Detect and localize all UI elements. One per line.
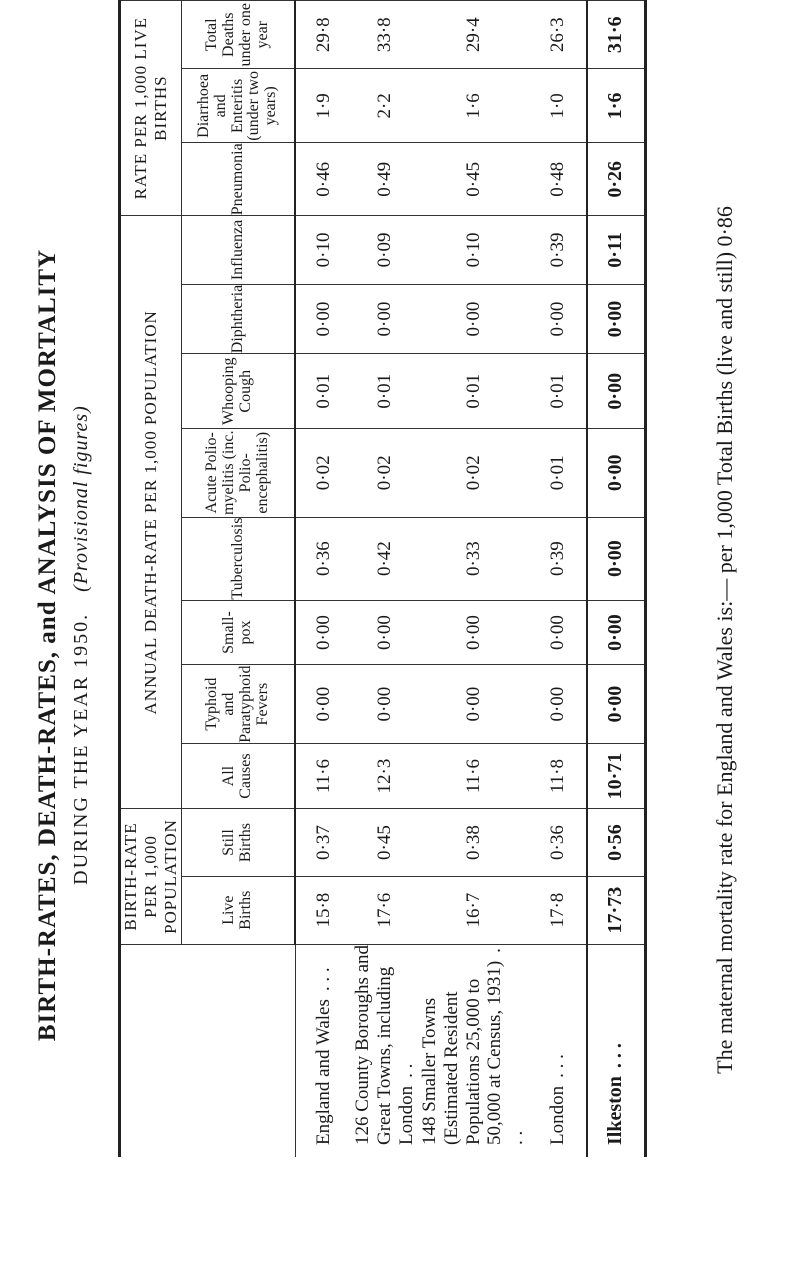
cell-value: 0·00 [530,284,587,354]
leader-dots: . . . [546,1054,568,1078]
cell-value: 15·8 [295,876,352,944]
cell-value: 0·37 [295,809,352,876]
leader-dots: . . . [484,948,528,1145]
col-header: Small-pox [182,600,296,665]
table-row [587,1,646,1158]
cell-value: 0·00 [587,600,646,665]
col-header: Influenza [182,216,296,284]
cell-value: 0·01 [418,354,530,429]
col-header: Diarrhoea and Enteritis (under two years) [182,69,296,143]
cell-value: 0·48 [530,143,587,216]
col-header: Diphtheria [182,284,296,354]
table-row [530,1,587,1158]
col-header: Total Deaths under one year [182,1,296,69]
row-label-text: Ilkeston [604,1076,627,1145]
table-row [418,1,530,1158]
cell-value: 33·8 [352,1,418,69]
row-label [295,944,352,1157]
cell-value: 0·45 [418,143,530,216]
col-header: Acute Polio-myelitis (inc. Polio-encephalitis) [182,428,296,517]
cell-value: 0·10 [295,216,352,284]
cell-value: 0·00 [587,284,646,354]
cell-value: 10·71 [587,743,646,809]
row-label-text: London [546,1085,568,1145]
cell-value: 26·3 [530,1,587,69]
table-row [352,1,418,1158]
maternal-mortality-footnote: The maternal mortality rate for England and Wales is:— per 1,000 Total Births (live and still) 0·86 [712,206,737,1074]
cell-value: 11·6 [295,743,352,809]
cell-value: 1·9 [295,69,352,143]
table-row [295,1,352,1158]
row-label [587,944,646,1157]
cell-value: 0·00 [587,428,646,517]
cell-value: 0·00 [295,665,352,743]
group-death-rate: ANNUAL DEATH-RATE PER 1,000 POPULATION [120,216,182,809]
cell-value: 1·6 [587,69,646,143]
cell-value: 0·00 [352,665,418,743]
cell-value: 17·6 [352,876,418,944]
cell-value: 0·00 [295,600,352,665]
cell-value: 0·00 [352,600,418,665]
cell-value: 0·02 [418,428,530,517]
cell-value: 0·00 [418,600,530,665]
row-label-text: England and Wales [312,999,334,1145]
cell-value: 0·38 [418,809,530,876]
cell-value: 0·00 [418,284,530,354]
row-label-text: 126 County Boroughs and Great Towns, including London [352,944,417,1145]
cell-value: 0·42 [352,517,418,600]
cell-value: 0·39 [530,216,587,284]
cell-value: 29·4 [418,1,530,69]
col-header: Whooping Cough [182,354,296,429]
row-label [530,944,587,1157]
col-header: Typhoid and Paratyphoid Fevers [182,665,296,743]
table-body [295,1,645,1158]
col-header: Still Births [182,809,296,876]
page-title: BIRTH-RATES, DEATH-RATES, and ANALYSIS OF MORTALITY [34,248,61,1042]
cell-value: 0·01 [352,354,418,429]
cell-value: 0·01 [530,354,587,429]
group-live-births-rate: RATE PER 1,000 LIVE BIRTHS [120,1,182,216]
cell-value: 0·01 [530,428,587,517]
col-header: Tuberculosis [182,517,296,600]
cell-value: 0·45 [352,809,418,876]
cell-value: 0·10 [418,216,530,284]
cell-value: 0·00 [295,284,352,354]
cell-value: 0·02 [295,428,352,517]
cell-value: 0·01 [295,354,352,429]
col-header: Pneumonia [182,143,296,216]
leader-dots: . . [395,1063,417,1078]
cell-value: 0·00 [530,600,587,665]
row-label [352,944,418,1157]
row-label [418,944,530,1157]
cell-value: 0·00 [587,517,646,600]
cell-value: 16·7 [418,876,530,944]
row-label-text: 148 Smaller Towns (Estimated Resident Populations 25,000 to 50,000 at Census, 1931) [418,960,506,1145]
cell-value: 0·00 [587,354,646,429]
cell-value: 0·36 [295,517,352,600]
leader-dots: . . . [312,967,334,992]
cell-value: 31·6 [587,1,646,69]
cell-value: 17·73 [587,876,646,944]
cell-value: 1·0 [530,69,587,143]
cell-value: 0·09 [352,216,418,284]
leader-dots: . . . [604,1043,627,1069]
cell-value: 17·8 [530,876,587,944]
cell-value: 0·00 [418,665,530,743]
cell-value: 0·00 [352,284,418,354]
col-header: Live Births [182,876,296,944]
cell-value: 12·3 [352,743,418,809]
cell-value: 0·33 [418,517,530,600]
cell-value: 11·6 [418,743,530,809]
cell-value: 0·00 [530,665,587,743]
cell-value: 0·02 [352,428,418,517]
row-label-header [120,944,296,1157]
page-subtitle [70,45,93,1245]
cell-value: 1·6 [418,69,530,143]
cell-value: 0·49 [352,143,418,216]
mortality-table [118,0,647,1157]
cell-value: 0·00 [587,665,646,743]
group-birth-rate: BIRTH-RATE PER 1,000 POPULATION [120,809,182,944]
cell-value: 2·2 [352,69,418,143]
col-header: All Causes [182,743,296,809]
cell-value: 0·11 [587,216,646,284]
cell-value: 0·36 [530,809,587,876]
subtitle-text: DURING THE YEAR 1950. [70,612,92,885]
cell-value: 0·39 [530,517,587,600]
subtitle-note: (Provisional figures) [70,405,92,592]
cell-value: 0·26 [587,143,646,216]
cell-value: 0·46 [295,143,352,216]
cell-value: 0·56 [587,809,646,876]
cell-value: 29·8 [295,1,352,69]
cell-value: 11·8 [530,743,587,809]
